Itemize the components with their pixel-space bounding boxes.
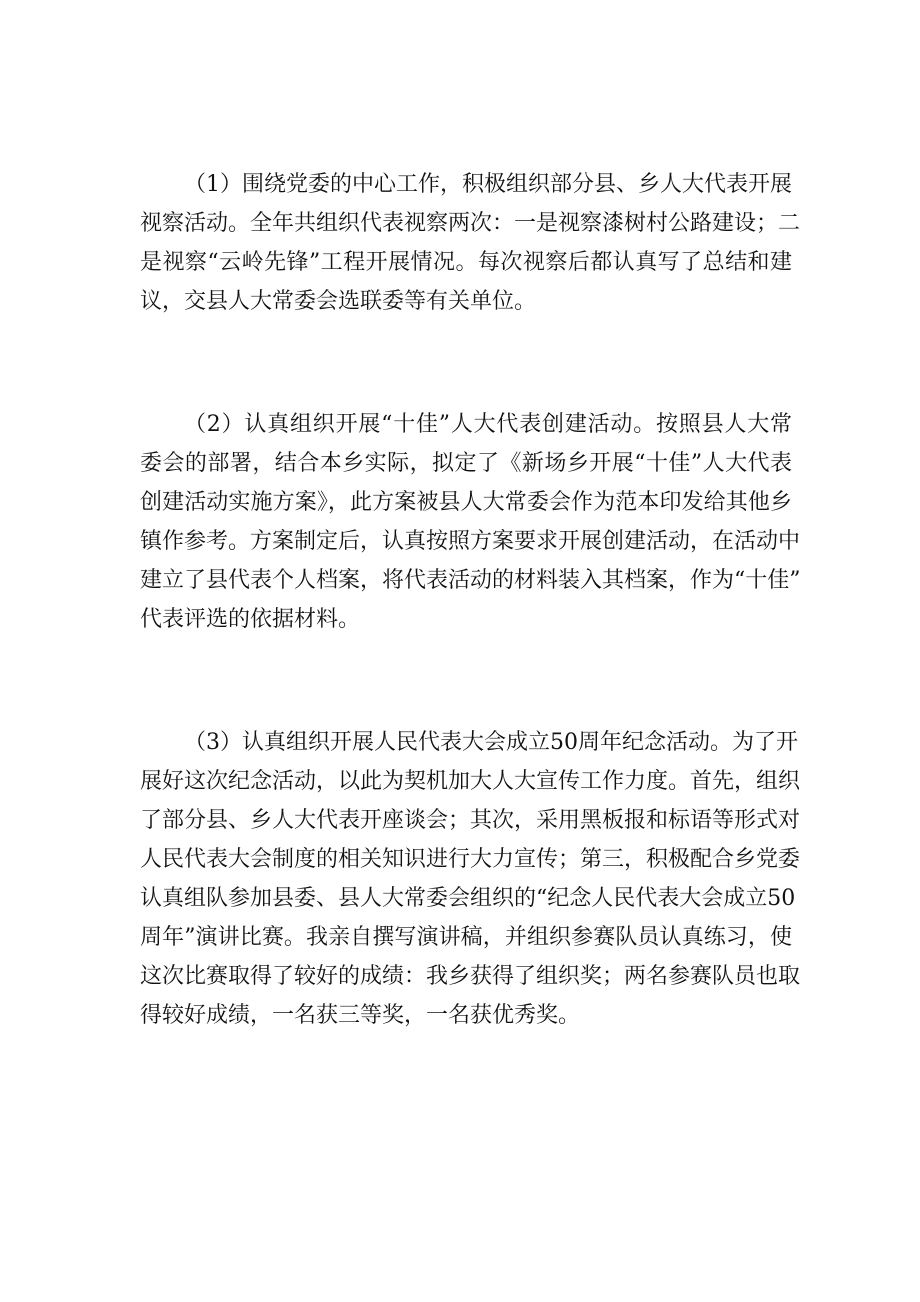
text-line: 认真组队参加县委、县人大常委会组织的“纪念人民代表大会成立50 — [140, 886, 796, 911]
text-line: 委会的部署，结合本乡实际，拟定了《新场乡开展“十佳”人大代表 — [140, 451, 792, 476]
text-line: 议，交县人大常委会选联委等有关单位。 — [140, 289, 537, 314]
text-line: 展好这次纪念活动，以此为契机加大人大宣传工作力度。首先，组织 — [140, 769, 801, 794]
text-line: 这次比赛取得了较好的成绩：我乡获得了组织奖；两名参赛队员也取 — [140, 964, 801, 989]
text-line: 代表评选的依据材料。 — [140, 607, 361, 632]
text-line: （1）围绕党委的中心工作，积极组织部分县、乡人大代表开展 — [184, 172, 792, 197]
text-line: （3）认真组织开展人民代表大会成立50周年纪念活动。为了开 — [184, 730, 798, 755]
paragraph-1 — [140, 165, 801, 321]
text-line: 人民代表大会制度的相关知识进行大力宣传；第三，积极配合乡党委 — [140, 847, 801, 872]
text-line: 是视察“云岭先锋”工程开展情况。每次视察后都认真写了总结和建 — [140, 250, 792, 275]
text-line: 镇作参考。方案制定后，认真按照方案要求开展创建活动，在活动中 — [140, 529, 801, 554]
text-line: 建立了县代表个人档案，将代表活动的材料装入其档案，作为“十佳” — [140, 568, 801, 593]
paragraph-2 — [140, 405, 801, 639]
paragraph-3 — [140, 723, 801, 1035]
text-line: 了部分县、乡人大代表开座谈会；其次，采用黑板报和标语等形式对 — [140, 808, 801, 833]
text-line: 创建活动实施方案》，此方案被县人大常委会作为范本印发给其他乡 — [140, 490, 792, 515]
text-line: （2）认真组织开展“十佳”人大代表创建活动。按照县人大常 — [184, 412, 792, 437]
text-line: 视察活动。全年共组织代表视察两次：一是视察漆树村公路建设；二 — [140, 211, 801, 236]
text-line: 得较好成绩，一名获三等奖，一名获优秀奖。 — [140, 1003, 581, 1028]
text-line: 周年”演讲比赛。我亲自撰写演讲稿，并组织参赛队员认真练习，使 — [140, 925, 792, 950]
